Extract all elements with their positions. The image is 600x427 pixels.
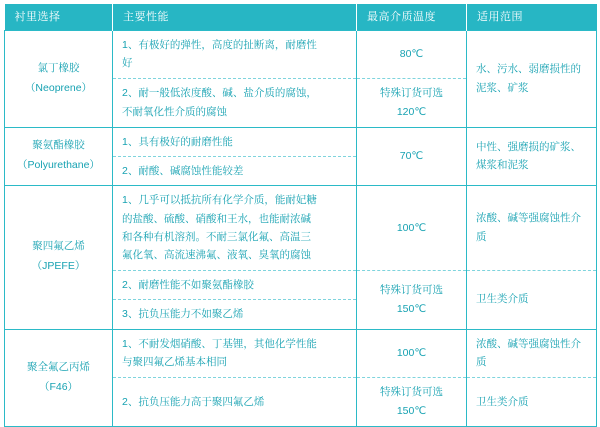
feature-cell: 1、几乎可以抵抗所有化学介质，能耐妃糖 的盐酸、硫酸、硝酸和王水，也能耐浓碱 和各种有机溶剂。不耐三氯化氟、高温三 氟化氧、高流速沸氟、液氧、臭氧的腐蚀: [113, 186, 357, 271]
scope-cell: 中性、强磨损的矿浆、 煤浆和泥浆: [467, 127, 597, 186]
header-row: [5, 4, 597, 31]
scope-cell: 浓酸、碱等强腐蚀性介 质: [467, 186, 597, 271]
material-name-cell: 聚全氟乙丙烯 （F46）: [5, 329, 113, 427]
header-cell-max-temperature: 最高介质温度: [357, 4, 467, 31]
feature-cell: 2、耐酸、碱腐蚀性能较差: [113, 156, 357, 185]
scope-cell: 卫生类介质: [467, 270, 597, 329]
feature-cell: 3、抗负压能力不如聚乙烯: [113, 300, 357, 329]
feature-cell: 1、具有极好的耐磨性能: [113, 127, 357, 156]
feature-cell: 2、耐磨性能不如聚氨酯橡胶: [113, 270, 357, 299]
table-row: [5, 329, 597, 378]
temperature-cell: 特殊订货可选 120℃: [357, 78, 467, 127]
feature-cell: 1、不耐发烟硝酸、丁基锂，其他化学性能 与聚四氟乙烯基本相同: [113, 329, 357, 378]
feature-cell: 2、耐一般低浓度酸、碱、盐介质的腐蚀， 不耐氧化性介质的腐蚀: [113, 78, 357, 127]
scope-cell: 卫生类介质: [467, 378, 597, 427]
feature-cell: 1、有极好的弹性，高度的扯断离，耐磨性 好: [113, 31, 357, 79]
header-cell-main-performance: 主要性能: [113, 4, 357, 31]
feature-cell: 2、抗负压能力高于聚四氟乙烯: [113, 378, 357, 427]
header-cell-application-scope: 适用范围: [467, 4, 597, 31]
temperature-cell: 70℃: [357, 127, 467, 186]
temperature-cell: 100℃: [357, 186, 467, 271]
temperature-cell: 100℃: [357, 329, 467, 378]
temperature-cell: 80℃: [357, 31, 467, 79]
table-row: [5, 31, 597, 79]
lining-selection-table: [4, 4, 597, 427]
table-row: [5, 127, 597, 156]
header-cell-lining-selection: 衬里选择: [5, 4, 113, 31]
material-name-cell: 氯丁橡胶 （Neoprene）: [5, 31, 113, 128]
temperature-cell: 特殊订货可选 150℃: [357, 378, 467, 427]
table-row: [5, 186, 597, 271]
table-body: [5, 31, 597, 427]
table-header: [5, 4, 597, 31]
material-name-cell: 聚氨酯橡胶 （Polyurethane）: [5, 127, 113, 186]
material-name-cell: 聚四氟乙烯 （JPEFE）: [5, 186, 113, 329]
scope-cell: 浓酸、碱等强腐蚀性介 质: [467, 329, 597, 378]
scope-cell: 水、污水、弱磨损性的 泥浆、矿浆: [467, 31, 597, 128]
temperature-cell: 特殊订货可选 150℃: [357, 270, 467, 329]
